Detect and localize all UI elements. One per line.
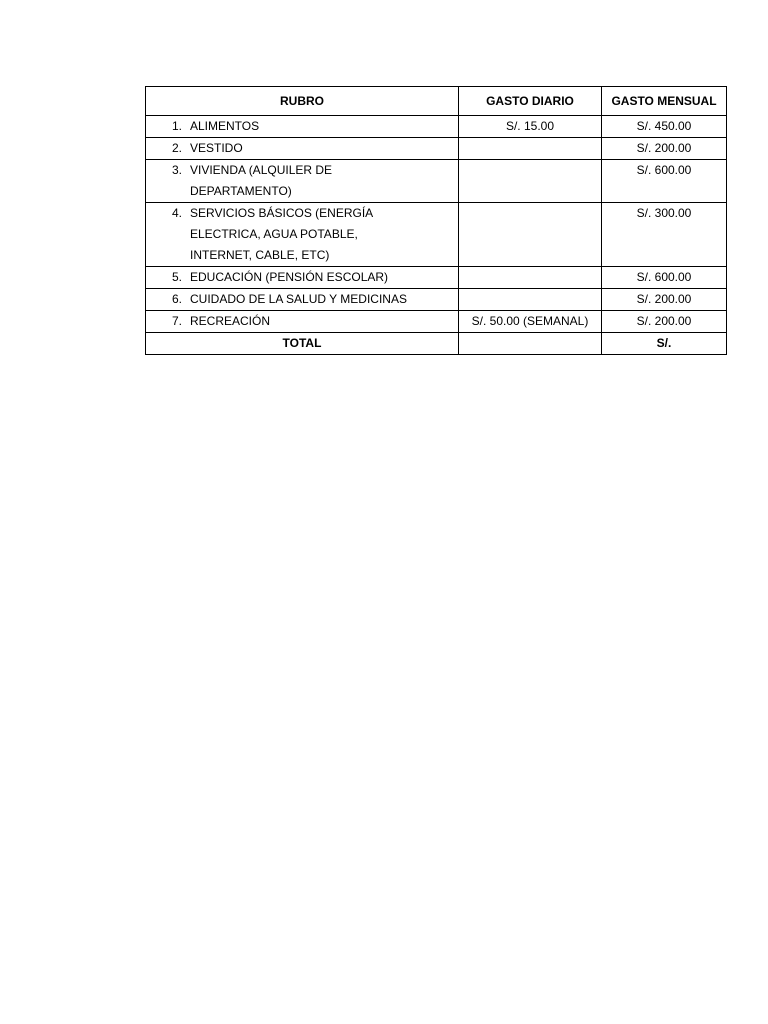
rubro-cell (146, 311, 459, 333)
item-number: 6. (171, 292, 182, 306)
gasto-mensual-cell: S/. 200.00 (602, 311, 727, 333)
gasto-diario-cell: S/. 15.00 (459, 116, 602, 138)
table-row (146, 203, 727, 267)
total-row (146, 333, 727, 355)
item-label: VESTIDO (190, 141, 243, 155)
gasto-diario-cell (459, 203, 602, 267)
gasto-diario-cell (459, 289, 602, 311)
budget-table (145, 86, 727, 355)
gasto-mensual-cell: S/. 600.00 (602, 160, 727, 203)
item-label: ALIMENTOS (190, 119, 260, 133)
total-label: TOTAL (146, 333, 459, 355)
table-header-row (146, 87, 727, 116)
table-row (146, 267, 727, 289)
item-number: 7. (171, 314, 182, 328)
table-row (146, 160, 727, 203)
item-label: VIVIENDA (ALQUILER DE DEPARTAMENTO) (190, 163, 333, 198)
rubro-cell (146, 203, 459, 267)
gasto-diario-cell (459, 138, 602, 160)
gasto-diario-cell (459, 160, 602, 203)
gasto-diario-cell: S/. 50.00 (SEMANAL) (459, 311, 602, 333)
rubro-cell (146, 138, 459, 160)
rubro-cell (146, 267, 459, 289)
item-number: 2. (171, 141, 182, 155)
gasto-mensual-cell: S/. 300.00 (602, 203, 727, 267)
gasto-mensual-cell: S/. 600.00 (602, 267, 727, 289)
rubro-cell (146, 289, 459, 311)
item-number: 5. (171, 270, 182, 284)
gasto-diario-cell (459, 267, 602, 289)
item-number: 1. (171, 119, 182, 133)
gasto-mensual-cell: S/. 200.00 (602, 289, 727, 311)
item-label: RECREACIÓN (190, 314, 271, 328)
item-label: EDUCACIÓN (PENSIÓN ESCOLAR) (190, 270, 389, 284)
table-row (146, 289, 727, 311)
table-row (146, 116, 727, 138)
total-gasto-mensual: S/. (602, 333, 727, 355)
header-gasto-mensual: GASTO MENSUAL (602, 87, 727, 116)
item-number: 3. (171, 163, 182, 177)
table-row (146, 138, 727, 160)
item-label: CUIDADO DE LA SALUD Y MEDICINAS (190, 292, 407, 306)
table-row (146, 311, 727, 333)
rubro-cell (146, 116, 459, 138)
rubro-cell (146, 160, 459, 203)
item-number: 4. (171, 206, 182, 220)
total-gasto-diario (459, 333, 602, 355)
item-label: SERVICIOS BÁSICOS (ENERGÍA ELECTRICA, AGUA POTABLE, INTERNET, CABLE, ETC) (190, 206, 373, 262)
header-gasto-diario: GASTO DIARIO (459, 87, 602, 116)
header-rubro: RUBRO (146, 87, 459, 116)
gasto-mensual-cell: S/. 450.00 (602, 116, 727, 138)
gasto-mensual-cell: S/. 200.00 (602, 138, 727, 160)
